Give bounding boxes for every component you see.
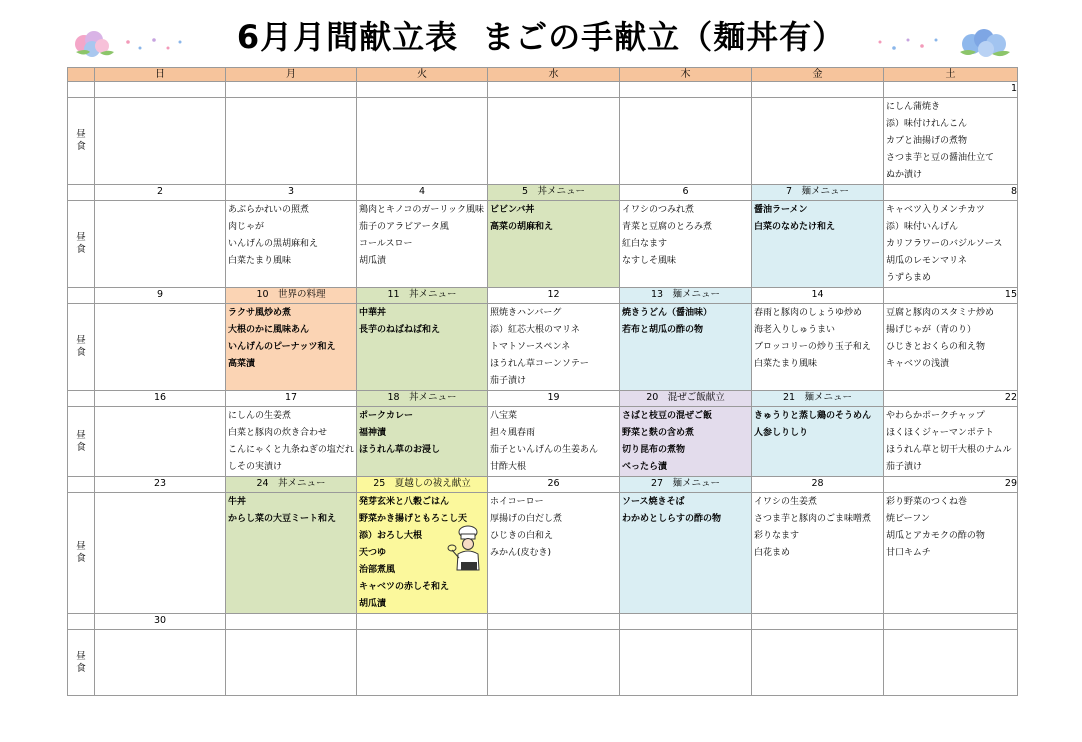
lunch-label xyxy=(68,98,95,185)
date-cell: 20 混ぜご飯献立 xyxy=(620,391,752,407)
menu-item: 大根のかに風味あん xyxy=(228,325,310,335)
date-cell: 22 xyxy=(884,391,1018,407)
menu-item: 照焼きハンバーグ xyxy=(490,308,562,318)
menu-item: 福神漬 xyxy=(359,428,387,438)
date-cell: 21 麺メニュー xyxy=(752,391,884,407)
date-cell xyxy=(752,614,884,630)
weekday-header: 水 xyxy=(488,68,620,82)
lunch-label-text: 昼食 xyxy=(76,429,86,453)
menu-item: 担々風春雨 xyxy=(490,428,536,438)
date-cell: 18 丼メニュー xyxy=(357,391,488,407)
chef-illustration-icon xyxy=(446,524,488,574)
date-row xyxy=(68,185,1018,201)
lunch-label xyxy=(68,407,95,477)
menu-item: 牛丼 xyxy=(228,497,247,507)
menu-cell xyxy=(620,201,752,288)
date-cell: 4 xyxy=(357,185,488,201)
menu-row xyxy=(68,304,1018,391)
menu-item: 切り昆布の煮物 xyxy=(622,445,686,455)
menu-item: 豆腐と豚肉のスタミナ炒め xyxy=(886,308,995,318)
weekday-header: 日 xyxy=(95,68,226,82)
date-cell xyxy=(357,614,488,630)
date-cell xyxy=(226,82,357,98)
menu-item: 甘口キムチ xyxy=(886,548,931,558)
menu-cell xyxy=(95,304,226,391)
date-cell xyxy=(95,82,226,98)
menu-item: 添）紅芯大根のマリネ xyxy=(490,325,580,335)
menu-item: イワシのつみれ煮 xyxy=(622,205,695,215)
lunch-label xyxy=(68,493,95,614)
menu-item: 焼ビーフン xyxy=(886,514,930,524)
menu-item: トマトソースペンネ xyxy=(490,342,571,352)
date-row xyxy=(68,288,1018,304)
menu-item: いんげんの黒胡麻和え xyxy=(228,239,319,249)
menu-cell xyxy=(95,201,226,288)
menu-cell xyxy=(884,98,1018,185)
date-cell xyxy=(884,614,1018,630)
lunch-label-text: 昼食 xyxy=(76,335,86,358)
menu-item: にしん蒲焼き xyxy=(886,102,941,112)
lunch-label xyxy=(68,201,95,288)
menu-item: ほくほくジャーマンポテト xyxy=(886,428,994,438)
menu-item: 添）味付けれんこん xyxy=(886,119,968,129)
menu-item: 醤油ラーメン xyxy=(754,205,808,215)
date-cell: 12 xyxy=(488,288,620,304)
menu-item: 高菜漬 xyxy=(228,359,256,369)
date-cell: 19 xyxy=(488,391,620,407)
date-cell xyxy=(620,82,752,98)
menu-item: ラクサ風炒め煮 xyxy=(228,308,292,318)
menu-item: 厚揚げの白だし煮 xyxy=(490,514,563,524)
date-cell: 8 xyxy=(884,185,1018,201)
date-cell: 9 xyxy=(95,288,226,304)
date-cell: 23 xyxy=(95,477,226,493)
menu-item: カリフラワーのバジルソース xyxy=(886,239,1003,249)
date-cell: 30 xyxy=(95,614,226,630)
date-cell: 17 xyxy=(226,391,357,407)
menu-item: 胡瓜漬 xyxy=(359,256,387,266)
date-cell xyxy=(752,82,884,98)
date-cell: 25 夏越しの祓え献立 xyxy=(357,477,488,493)
hydrangea-decoration-icon xyxy=(70,24,220,60)
date-cell: 24 丼メニュー xyxy=(226,477,357,493)
date-row-label xyxy=(68,185,95,201)
menu-item: 茄子漬け xyxy=(490,376,527,386)
menu-cell xyxy=(488,98,620,185)
menu-item: 長芋のねばねば和え xyxy=(359,325,441,335)
menu-cell xyxy=(95,493,226,614)
menu-cell xyxy=(226,493,357,614)
menu-row xyxy=(68,407,1018,477)
menu-item: 海老入りしゅうまい xyxy=(754,325,836,335)
menu-item: 茄子といんげんの生姜あん xyxy=(490,445,599,455)
menu-cell xyxy=(752,98,884,185)
date-cell: 16 xyxy=(95,391,226,407)
menu-cell xyxy=(884,201,1018,288)
lunch-label-text: 昼食 xyxy=(76,129,86,152)
menu-item: 発芽玄米と八穀ごはん xyxy=(359,497,450,507)
date-cell xyxy=(488,614,620,630)
menu-item: キャベツ入りメンチカツ xyxy=(886,205,985,215)
title-sub: まごの手献立（麺丼有） xyxy=(482,18,846,56)
menu-item: ブロッコリーの炒り玉子和え xyxy=(754,342,871,352)
date-cell: 7 麺メニュー xyxy=(752,185,884,201)
menu-item: 野菜と麩の含め煮 xyxy=(622,428,695,438)
date-cell: 6 xyxy=(620,185,752,201)
weekday-header: 土 xyxy=(884,68,1018,82)
menu-item: こんにゃくと九条ねぎの塩だれ xyxy=(228,445,354,455)
date-cell: 11 丼メニュー xyxy=(357,288,488,304)
menu-item: ポークカレー xyxy=(359,411,414,421)
menu-item: 胡瓜漬 xyxy=(359,599,387,609)
menu-row xyxy=(68,98,1018,185)
date-row-label xyxy=(68,391,95,407)
date-cell: 3 xyxy=(226,185,357,201)
weekday-header: 火 xyxy=(357,68,488,82)
menu-cell xyxy=(95,98,226,185)
menu-item: さばと枝豆の混ぜご飯 xyxy=(622,411,713,421)
menu-cell xyxy=(226,98,357,185)
menu-cell xyxy=(620,493,752,614)
menu-item: 人参しりしり xyxy=(754,428,809,438)
menu-item: カブと油揚げの煮物 xyxy=(886,136,968,146)
date-row xyxy=(68,614,1018,630)
weekday-header: 月 xyxy=(226,68,357,82)
menu-cell xyxy=(752,407,884,477)
menu-item: イワシの生姜煮 xyxy=(754,497,818,507)
menu-item: ほうれん草と切干大根のナムル xyxy=(886,445,1012,455)
date-row-label xyxy=(68,477,95,493)
date-cell: 14 xyxy=(752,288,884,304)
menu-item: 若布と胡瓜の酢の物 xyxy=(622,325,704,335)
date-cell xyxy=(226,614,357,630)
date-cell: 1 xyxy=(884,82,1018,98)
menu-item: 白花まめ xyxy=(754,548,791,558)
menu-item: 春雨と豚肉のしょうゆ炒め xyxy=(754,308,863,318)
menu-item: 彩り野菜のつくね巻 xyxy=(886,497,968,507)
menu-cell xyxy=(620,407,752,477)
menu-item: あぶらかれいの照煮 xyxy=(228,205,310,215)
menu-cell xyxy=(488,493,620,614)
date-row xyxy=(68,391,1018,407)
menu-cell xyxy=(752,630,884,696)
menu-cell xyxy=(357,201,488,288)
menu-item: 茄子のアラビアータ風 xyxy=(359,222,449,232)
date-row xyxy=(68,82,1018,98)
menu-item: やわらかポークチャップ xyxy=(886,411,985,421)
date-cell xyxy=(357,82,488,98)
menu-item: べったら漬 xyxy=(622,462,668,472)
menu-item: 添）味付いんげん xyxy=(886,222,959,232)
date-row xyxy=(68,477,1018,493)
menu-cell xyxy=(488,407,620,477)
date-row-label xyxy=(68,288,95,304)
menu-item: 焼きうどん（醤油味） xyxy=(622,308,713,318)
menu-item: ひじきの白和え xyxy=(490,531,554,541)
menu-item: 揚げじゃが（青のり） xyxy=(886,325,977,335)
menu-item: 白菜のなめたけ和え xyxy=(754,222,836,232)
menu-item: 高菜の胡麻和え xyxy=(490,222,554,232)
weekday-header-row xyxy=(68,68,1018,82)
weekday-header: 金 xyxy=(752,68,884,82)
menu-cell xyxy=(488,201,620,288)
menu-cell xyxy=(226,201,357,288)
lunch-label-text: 昼食 xyxy=(76,541,86,564)
weekday-header-blank xyxy=(68,68,95,82)
menu-item: ほうれん草コーンソテー xyxy=(490,359,589,369)
menu-cell xyxy=(95,630,226,696)
menu-item: 中華丼 xyxy=(359,308,387,318)
menu-item: きゅうりと蒸し鶏のそうめん xyxy=(754,411,872,421)
menu-cell xyxy=(884,407,1018,477)
menu-item: ビビンバ丼 xyxy=(490,205,535,215)
menu-item: 添）おろし大根 xyxy=(359,531,423,541)
menu-item: 白菜たまり風味 xyxy=(228,256,292,266)
menu-cell xyxy=(357,630,488,696)
menu-cell xyxy=(226,407,357,477)
menu-item: しその実漬け xyxy=(228,462,283,472)
menu-item: 野菜かき揚げともろこし天 xyxy=(359,514,468,524)
menu-item: なすしそ風味 xyxy=(622,256,677,266)
menu-item: にしんの生姜煮 xyxy=(228,411,292,421)
menu-item: うずらまめ xyxy=(886,273,932,283)
menu-item: 胡瓜のレモンマリネ xyxy=(886,256,967,266)
date-cell: 13 麺メニュー xyxy=(620,288,752,304)
menu-cell xyxy=(357,98,488,185)
menu-cell xyxy=(884,630,1018,696)
menu-item: ぬか漬け xyxy=(886,170,923,180)
lunch-label xyxy=(68,630,95,696)
menu-cell xyxy=(752,304,884,391)
lunch-label-text: 昼食 xyxy=(76,232,86,255)
menu-item: 甘酢大根 xyxy=(490,462,527,472)
menu-item: キャベツの浅漬 xyxy=(886,359,950,369)
menu-item: 天つゆ xyxy=(359,548,387,558)
menu-item: 白菜たまり風味 xyxy=(754,359,818,369)
menu-cell xyxy=(95,407,226,477)
menu-cell xyxy=(226,630,357,696)
menu-cell xyxy=(884,304,1018,391)
date-cell: 10 世界の料理 xyxy=(226,288,357,304)
menu-item: 青菜と豆腐のとろみ煮 xyxy=(622,222,713,232)
menu-item: いんげんのピーナッツ和え xyxy=(228,342,336,352)
menu-item: 紅白なます xyxy=(622,239,668,249)
menu-cell xyxy=(620,630,752,696)
date-cell: 29 xyxy=(884,477,1018,493)
menu-calendar-table xyxy=(67,67,1018,696)
menu-cell xyxy=(620,98,752,185)
menu-item: 彩りなます xyxy=(754,531,800,541)
menu-cell xyxy=(752,201,884,288)
menu-cell xyxy=(226,304,357,391)
menu-item: キャベツの赤しそ和え xyxy=(359,582,450,592)
menu-item: 白菜と豚肉の炊き合わせ xyxy=(228,428,328,438)
menu-item: 胡瓜とアカモクの酢の物 xyxy=(886,531,985,541)
date-cell xyxy=(488,82,620,98)
date-cell: 28 xyxy=(752,477,884,493)
menu-item: さつま芋と豆の醤油仕立て xyxy=(886,153,995,163)
menu-cell xyxy=(488,304,620,391)
date-cell: 2 xyxy=(95,185,226,201)
title-main: 6月月間献立表 xyxy=(236,18,459,56)
menu-item: 治部煮風 xyxy=(359,565,396,575)
date-cell: 27 麺メニュー xyxy=(620,477,752,493)
menu-cell xyxy=(752,493,884,614)
menu-cell xyxy=(357,407,488,477)
date-cell xyxy=(620,614,752,630)
menu-item: 鶏肉とキノコのガーリック風味 xyxy=(359,205,485,215)
menu-row xyxy=(68,493,1018,614)
menu-cell xyxy=(620,304,752,391)
date-row-label xyxy=(68,614,95,630)
menu-item: 茄子漬け xyxy=(886,462,923,472)
weekday-header: 木 xyxy=(620,68,752,82)
menu-item: 八宝菜 xyxy=(490,411,518,421)
menu-item: からし菜の大豆ミート和え xyxy=(228,514,337,524)
menu-item: コールスロー xyxy=(359,239,413,249)
lunch-label-text: 昼食 xyxy=(76,650,86,674)
date-cell: 5 丼メニュー xyxy=(488,185,620,201)
menu-row xyxy=(68,630,1018,696)
date-cell: 15 xyxy=(884,288,1018,304)
menu-item: ホイコーロー xyxy=(490,497,544,507)
menu-cell xyxy=(884,493,1018,614)
hydrangea-decoration-icon xyxy=(872,24,1022,60)
lunch-label xyxy=(68,304,95,391)
date-cell: 26 xyxy=(488,477,620,493)
menu-item: みかん(皮むき) xyxy=(490,548,552,558)
menu-item: ひじきとおくらの和え物 xyxy=(886,342,986,352)
menu-item: ほうれん草のお浸し xyxy=(359,445,441,455)
menu-row xyxy=(68,201,1018,288)
menu-cell xyxy=(357,304,488,391)
menu-item: ソース焼きそば xyxy=(622,497,685,507)
menu-cell xyxy=(488,630,620,696)
menu-item: 肉じゃが xyxy=(228,222,265,232)
date-row-label xyxy=(68,82,95,98)
menu-item: さつま芋と豚肉のごま味噌煮 xyxy=(754,514,872,524)
menu-item: わかめとしらすの酢の物 xyxy=(622,514,722,524)
